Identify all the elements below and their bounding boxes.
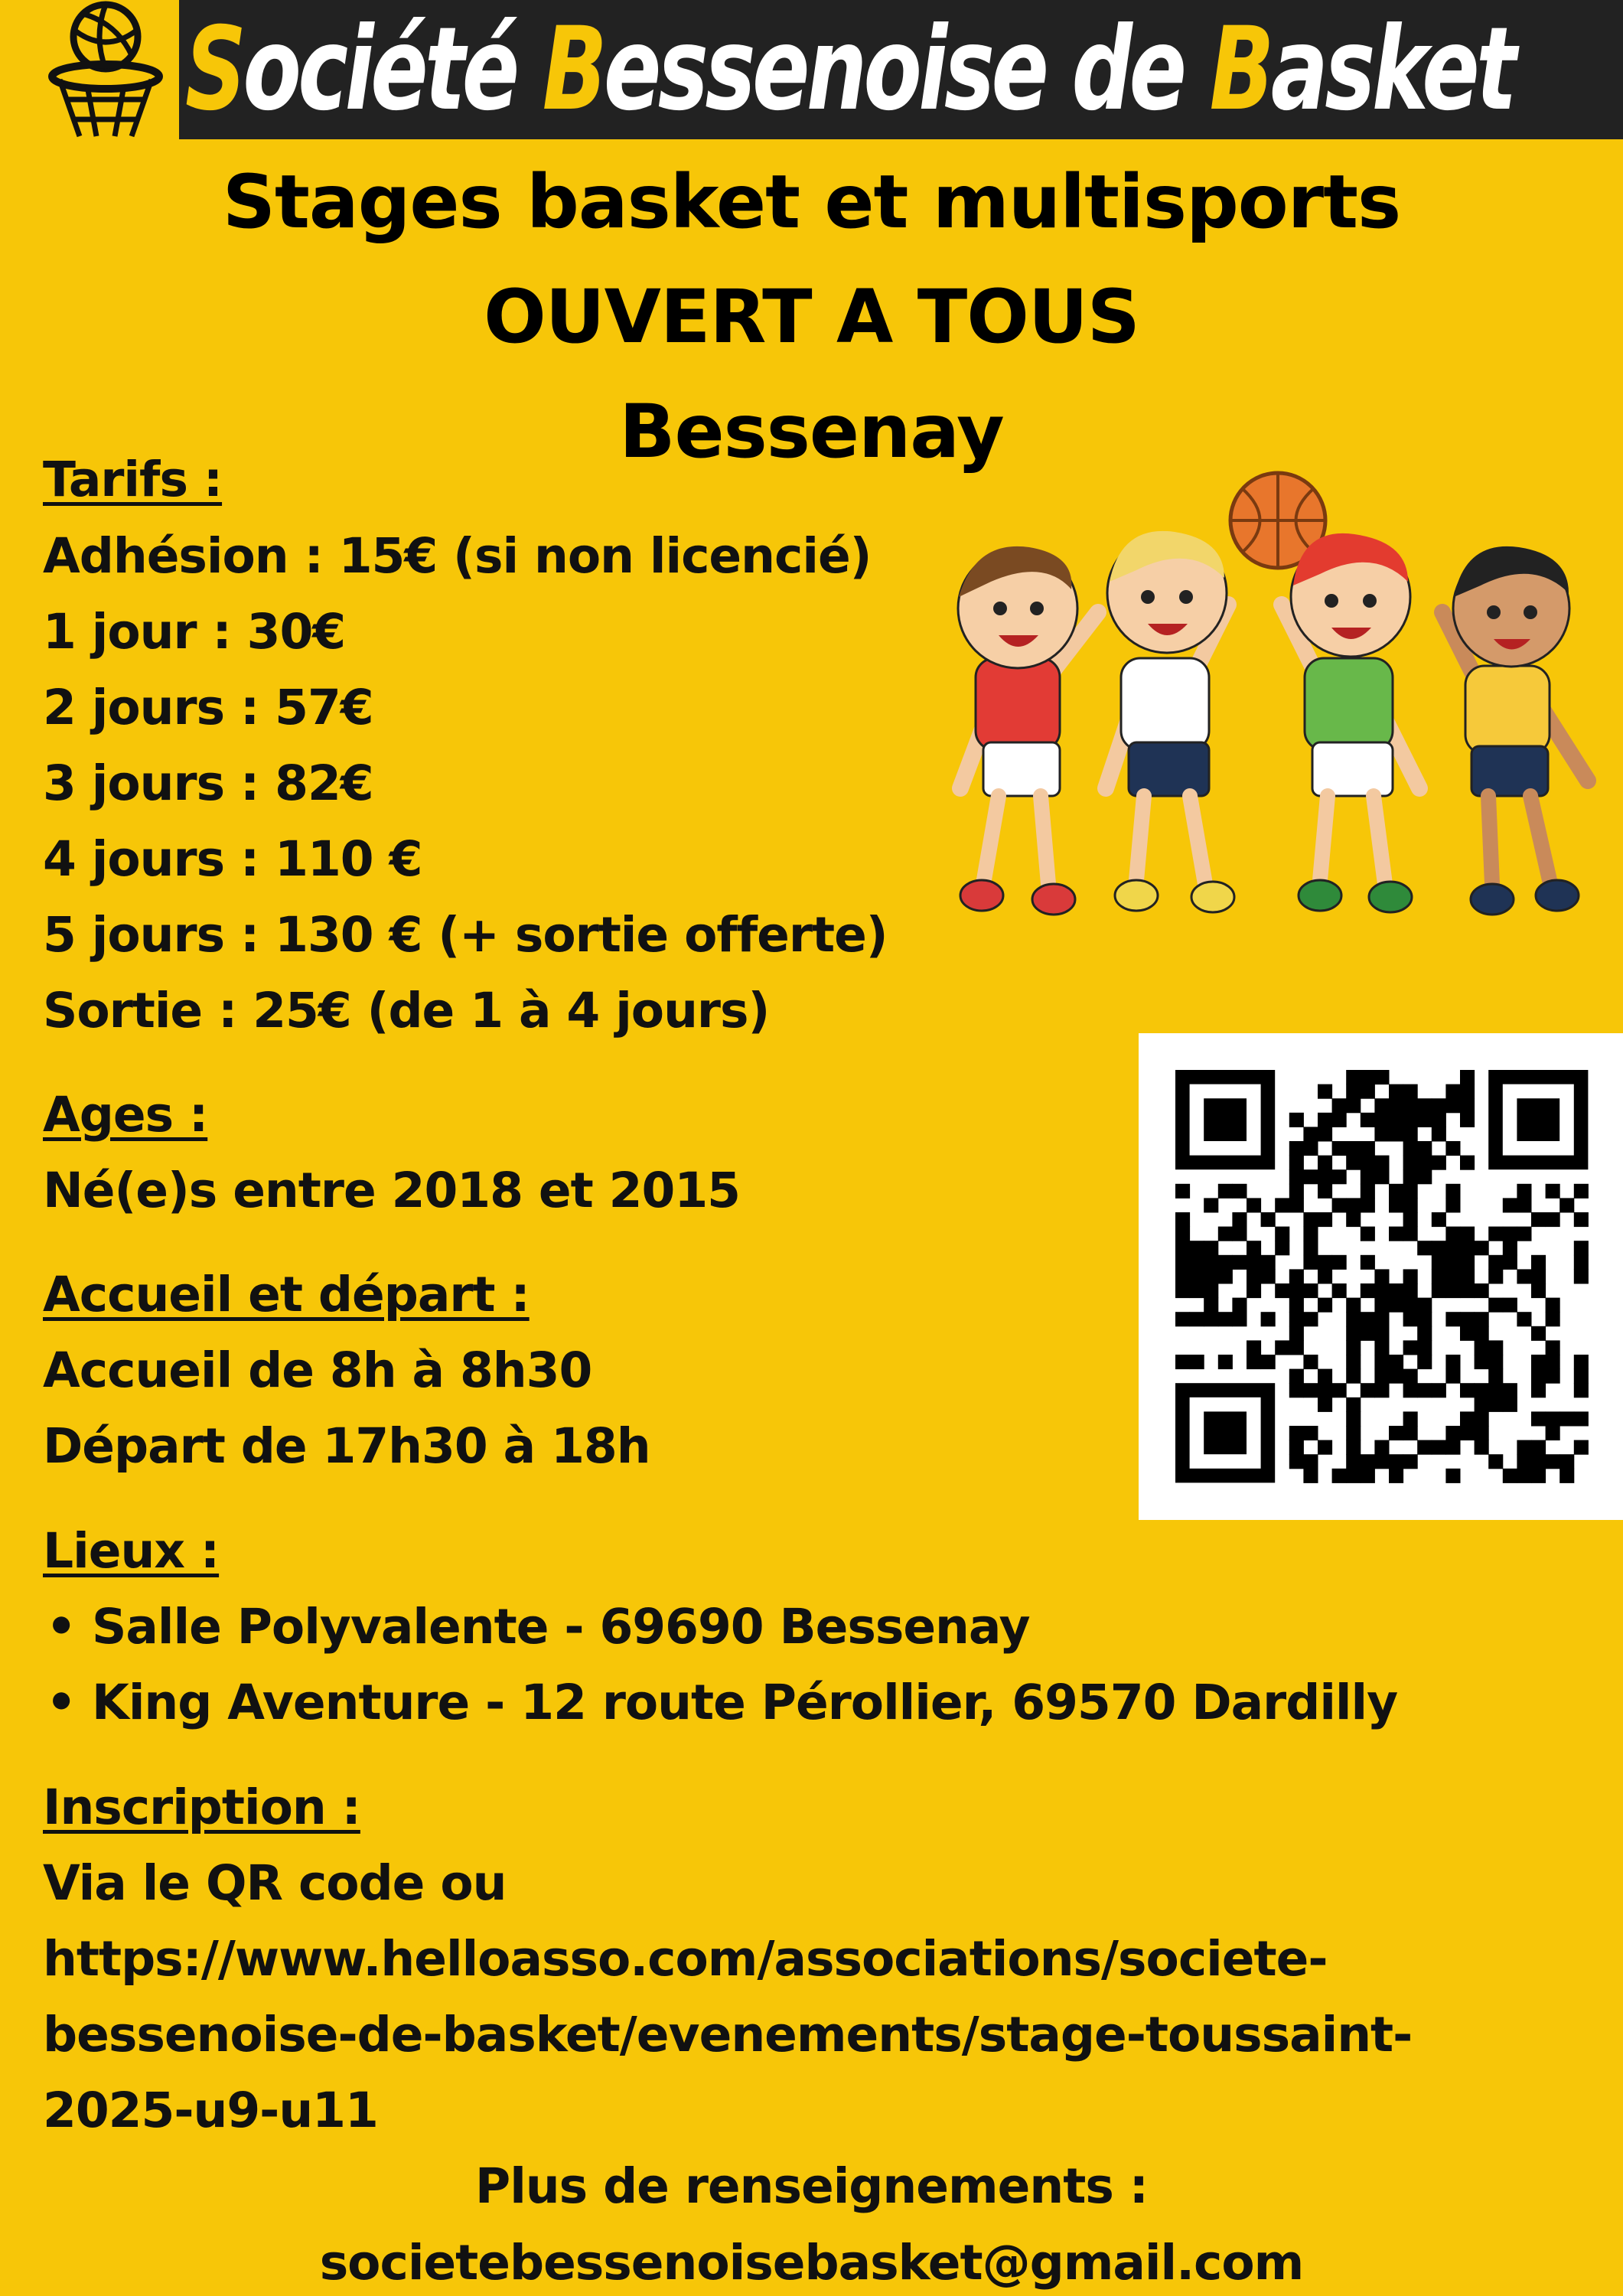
club-name-initial-b: B — [542, 3, 604, 136]
header-banner — [17, 0, 1623, 139]
lieux-title: Lieux : — [43, 1523, 220, 1579]
accueil-line: Accueil de 8h à 8h30 — [43, 1342, 592, 1398]
contact-title: Plus de renseignements : — [475, 2158, 1148, 2214]
headline-stages: Stages basket et multisports — [222, 159, 1401, 245]
inscription-title: Inscription : — [43, 1779, 360, 1835]
tarif-item: 3 jours : 82€ — [43, 755, 373, 811]
lieu-item: • King Aventure - 12 route Pérollier, 69570 Dardilly — [92, 1675, 1397, 1730]
basketball-hoop-logo-icon — [17, 0, 179, 139]
qr-code-graphic — [1139, 1033, 1623, 1520]
club-name-initial-s: S — [185, 3, 243, 136]
tarif-item: 4 jours : 110 € — [43, 831, 422, 887]
tarifs-title: Tarifs : — [43, 452, 223, 507]
ages-title: Ages : — [43, 1087, 208, 1143]
tarif-item: 2 jours : 57€ — [43, 680, 373, 735]
inscription-url[interactable]: bessenoise-de-basket/evenements/stage-toussaint- — [43, 2007, 1413, 2063]
qr-code[interactable] — [1139, 1033, 1623, 1520]
tarif-item: 1 jour : 30€ — [43, 604, 346, 660]
accueil-title: Accueil et départ : — [43, 1267, 530, 1322]
club-name-part: asket — [1270, 3, 1514, 136]
tarif-item: Sortie : 25€ (de 1 à 4 jours) — [43, 983, 770, 1039]
tarif-item: Adhésion : 15€ (si non licencié) — [43, 528, 872, 584]
club-name — [185, 0, 1514, 139]
club-name-initial-b: B — [1209, 3, 1271, 136]
club-name-part: ociété — [243, 3, 543, 136]
club-name-part: essenoise de — [603, 3, 1210, 136]
lieu-item: • Salle Polyvalente - 69690 Bessenay — [92, 1599, 1030, 1655]
inscription-line: Via le QR code ou — [43, 1855, 507, 1911]
contact-email[interactable]: societebessenoisebasket@gmail.com — [319, 2235, 1304, 2291]
inscription-url[interactable]: 2025-u9-u11 — [43, 2082, 378, 2138]
headline-location: Bessenay — [619, 389, 1004, 475]
ages-text: Né(e)s entre 2018 et 2015 — [43, 1163, 741, 1218]
tarif-item: 5 jours : 130 € (+ sortie offerte) — [43, 907, 888, 963]
kids-playing-basketball-illustration — [914, 467, 1623, 949]
inscription-url[interactable]: https://www.helloasso.com/associations/societe- — [43, 1931, 1328, 1987]
depart-line: Départ de 17h30 à 18h — [43, 1418, 650, 1474]
headline-ouvert: OUVERT A TOUS — [484, 274, 1139, 360]
